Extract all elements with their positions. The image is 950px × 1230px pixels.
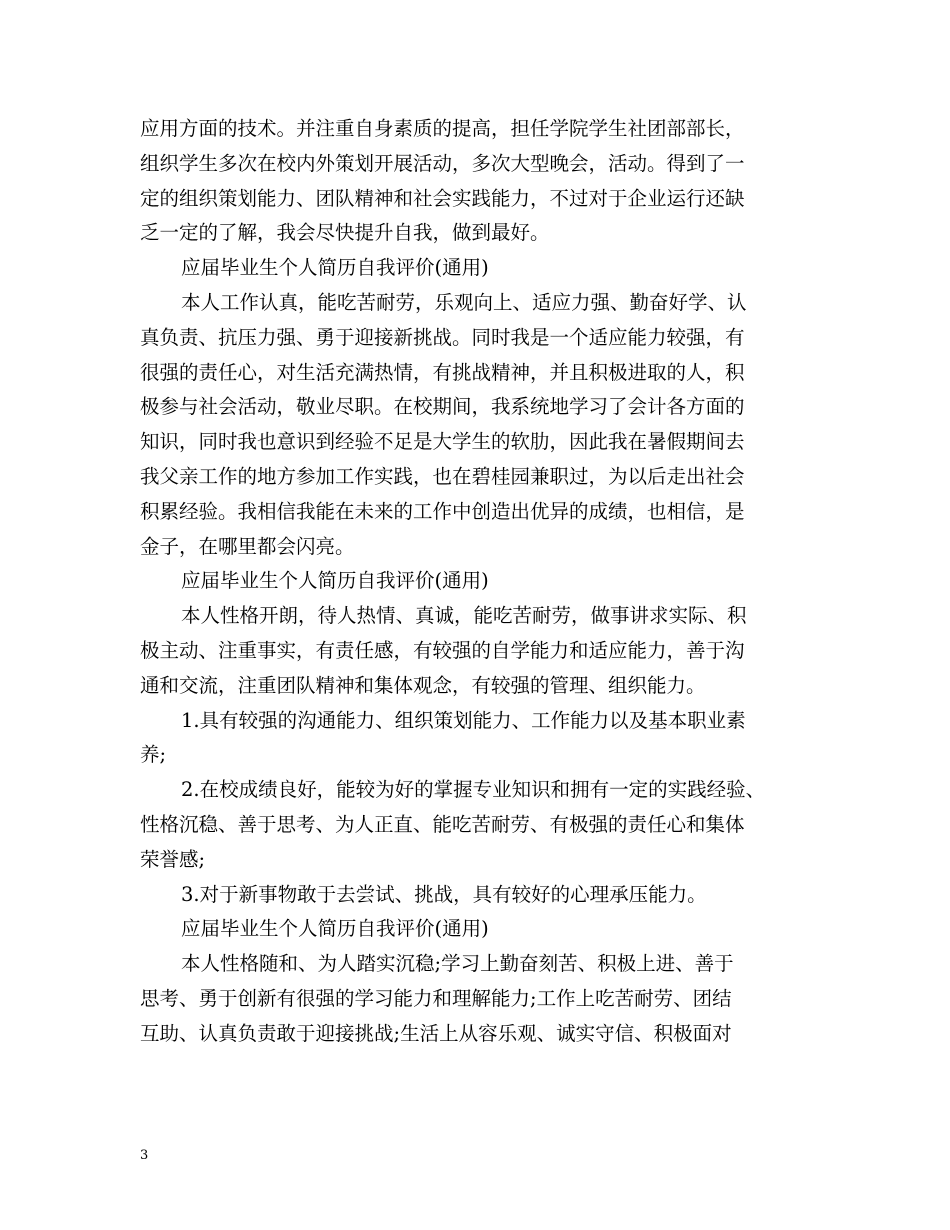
text-line: 极参与社会活动，敬业尽职。在校期间，我系统地学习了会计各方面的 [140,395,745,419]
text-line: 金子，在哪里都会闪亮。 [140,534,355,558]
text-line: 互助、认真负责敢于迎接挑战;生活上从容乐观、诚实守信、积极面对 [140,1021,732,1045]
text-line: 定的组织策划能力、团队精神和社会实践能力，不过对于企业运行还缺 [140,186,745,210]
text-line: 乏一定的了解，我会尽快提升自我，做到最好。 [140,221,550,245]
text-line: 本人性格随和、为人踏实沉稳;学习上勤奋刻苦、积极上进、善于 [181,952,734,976]
text-line: 极主动、注重事实，有责任感，有较强的自学能力和适应能力，善于沟 [140,638,745,662]
text-line: 荣誉感; [140,847,206,871]
text-line: 性格沉稳、善于思考、为人正直、能吃苦耐劳、有极强的责任心和集体 [140,812,745,836]
document-body [140,112,820,1052]
text-line: 真负责、抗压力强、勇于迎接新挑战。同时我是一个适应能力较强，有 [140,325,745,349]
text-line: 知识，同时我也意识到经验不足是大学生的软肋，因此我在暑假期间去 [140,430,745,454]
text-line: 本人性格开朗，待人热情、真诚，能吃苦耐劳，做事讲求实际、积 [181,604,747,628]
text-line: 本人工作认真，能吃苦耐劳，乐观向上、适应力强、勤奋好学、认 [181,290,747,314]
text-line: 3.对于新事物敢于去尝试、挑战，具有较好的心理承压能力。 [181,882,707,906]
text-line: 应届毕业生个人简历自我评价(通用) [181,256,489,280]
text-line: 思考、勇于创新有很强的学习能力和理解能力;工作上吃苦耐劳、团结 [140,986,732,1010]
text-line: 养; [140,743,167,767]
text-line: 应用方面的技术。并注重自身素质的提高，担任学院学生社团部部长， [140,117,745,140]
text-line: 我父亲工作的地方参加工作实践，也在碧桂园兼职过，为以后走出社会 [140,464,745,488]
text-line: 组织学生多次在校内外策划开展活动，多次大型晚会，活动。得到了一 [140,151,745,175]
text-line: 应届毕业生个人简历自我评价(通用) [181,569,489,593]
text-line: 应届毕业生个人简历自我评价(通用) [181,917,489,941]
text-line: 2.在校成绩良好，能较为好的掌握专业知识和拥有一定的实践经验、 [181,778,766,802]
text-line: 通和交流，注重团队精神和集体观念，有较强的管理、组织能力。 [140,673,706,697]
text-line: 积累经验。我相信我能在未来的工作中创造出优异的成绩，也相信，是 [140,499,745,523]
text-line: 很强的责任心，对生活充满热情，有挑战精神，并且积极进取的人，积 [140,360,745,384]
page-number: 3 [140,1148,149,1163]
text-line: 1.具有较强的沟通能力、组织策划能力、工作能力以及基本职业素 [181,708,746,732]
